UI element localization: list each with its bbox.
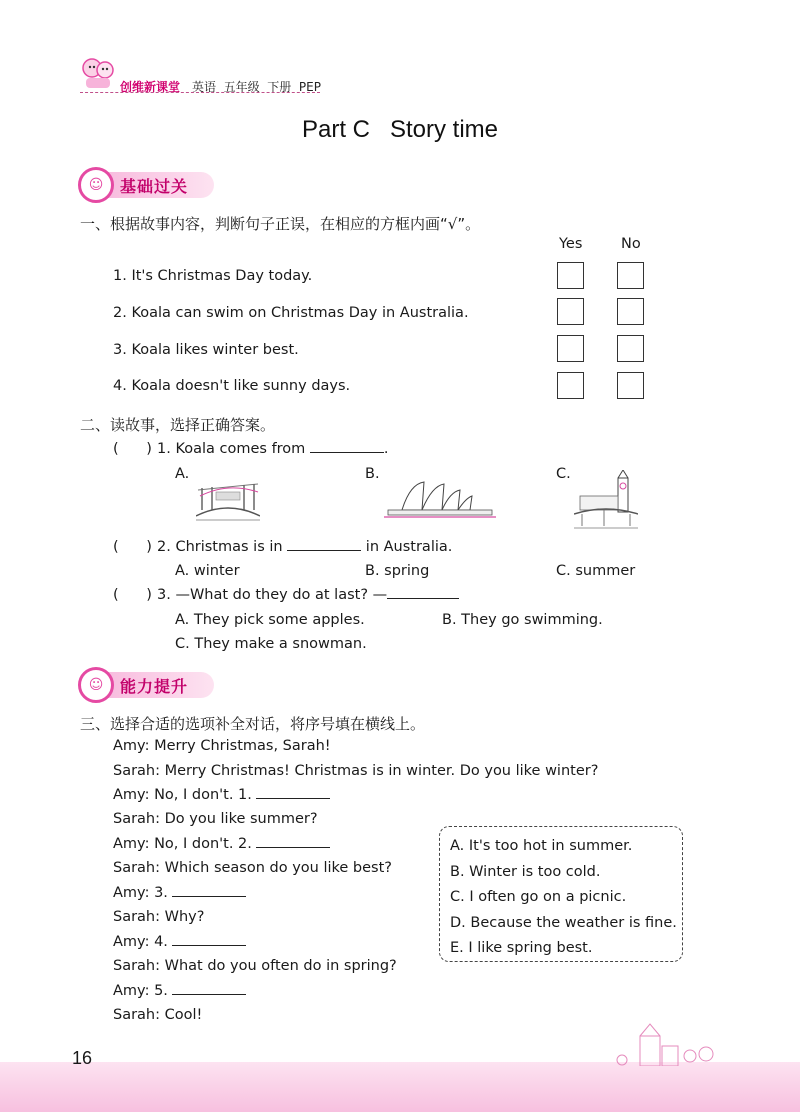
no-checkbox-4[interactable] (617, 372, 644, 399)
dialog-text: Amy: No, I don't. 2. (113, 836, 252, 852)
mascot-icon: ☺ (78, 167, 114, 203)
yes-checkbox-4[interactable] (557, 372, 584, 399)
option-b-spring: B. spring (365, 563, 430, 579)
mc-question-2-stem: 2. Christmas is in (157, 539, 283, 555)
dialog-text: Amy: No, I don't. 1. (113, 787, 252, 803)
option-a-apples: A. They pick some apples. (175, 612, 365, 628)
mc-question-1-end: . (383, 441, 389, 457)
answer-paren-1[interactable]: ( ) (113, 441, 152, 457)
option-item-e: E. I like spring best. (450, 940, 593, 956)
opera-house-picture[interactable] (384, 474, 496, 520)
mc-question-2 (157, 539, 452, 555)
mc-question-1 (157, 441, 389, 457)
answer-blank-2[interactable] (256, 847, 330, 848)
section-banner-label: 能力提升 (120, 676, 189, 696)
dialog-text: Amy: 5. (113, 983, 168, 999)
section-banner-label: 基础过关 (120, 176, 189, 196)
header-logo-icon (78, 52, 118, 92)
answer-blank[interactable] (287, 550, 361, 551)
footer-band (0, 1062, 800, 1112)
dialog-line-11 (113, 983, 246, 999)
question-1-instruction: 一、根据故事内容，判断句子正误，在相应的方框内画“√”。 (80, 215, 481, 233)
answer-paren-3[interactable]: ( ) (113, 587, 152, 603)
dialog-line-3 (113, 787, 330, 803)
option-b-label: B. (365, 466, 380, 482)
dialog-line-7 (113, 885, 246, 901)
header-brand: 创维新课堂 (120, 80, 181, 94)
dialog-text: Amy: 4. (113, 934, 168, 950)
answer-blank[interactable] (387, 598, 459, 599)
option-a-winter: A. winter (175, 563, 240, 579)
no-header: No (621, 236, 641, 252)
dialog-line-5 (113, 836, 330, 852)
option-item-d: D. Because the weather is fine. (450, 915, 677, 931)
question-2-instruction: 二、读故事，选择正确答案。 (80, 416, 276, 434)
no-checkbox-3[interactable] (617, 335, 644, 362)
dialog-line-8: Sarah: Why? (113, 909, 205, 925)
dialog-line-6: Sarah: Which season do you like best? (113, 860, 392, 876)
judge-item-2: 2. Koala can swim on Christmas Day in Australia. (113, 305, 469, 321)
page-title: Part C Story time (301, 116, 499, 143)
no-checkbox-2[interactable] (617, 298, 644, 325)
option-a-label: A. (175, 466, 190, 482)
mc-question-1-stem: 1. Koala comes from (157, 441, 306, 457)
option-c-snowman: C. They make a snowman. (175, 636, 367, 652)
castle-decoration-icon (610, 1022, 720, 1066)
option-c-summer: C. summer (556, 563, 636, 579)
dialog-line-9 (113, 934, 246, 950)
option-b-swimming: B. They go swimming. (442, 612, 603, 628)
page-number: 16 (72, 1048, 93, 1068)
option-item-c: C. I often go on a picnic. (450, 889, 627, 905)
answer-paren-2[interactable]: ( ) (113, 539, 152, 555)
option-item-b: B. Winter is too cold. (450, 864, 601, 880)
option-item-a: A. It's too hot in summer. (450, 838, 633, 854)
dialog-line-4: Sarah: Do you like summer? (113, 811, 318, 827)
yes-checkbox-1[interactable] (557, 262, 584, 289)
dialog-line-10: Sarah: What do you often do in spring? (113, 958, 397, 974)
dialog-line-1: Amy: Merry Christmas, Sarah! (113, 738, 331, 754)
judge-item-1: 1. It's Christmas Day today. (113, 268, 313, 284)
bridge-picture[interactable] (196, 470, 260, 522)
no-checkbox-1[interactable] (617, 262, 644, 289)
section-banner-basic (82, 172, 214, 198)
question-3-instruction: 三、选择合适的选项补全对话，将序号填在横线上。 (80, 715, 426, 733)
options-box (439, 826, 683, 962)
header-divider (80, 92, 320, 93)
header-subtitle: 英语 五年级 下册 PEP (192, 80, 321, 94)
judge-item-4: 4. Koala doesn't like sunny days. (113, 378, 351, 394)
section-banner-advanced (82, 672, 214, 698)
yes-checkbox-2[interactable] (557, 298, 584, 325)
clock-tower-picture[interactable] (574, 470, 638, 530)
mascot-icon: ☺ (78, 667, 114, 703)
answer-blank-3[interactable] (172, 896, 246, 897)
judge-item-3: 3. Koala likes winter best. (113, 342, 299, 358)
mc-question-2-end: in Australia. (365, 539, 453, 555)
yes-header: Yes (559, 236, 583, 252)
answer-blank[interactable] (310, 452, 384, 453)
answer-blank-1[interactable] (256, 798, 330, 799)
dialog-line-2: Sarah: Merry Christmas! Christmas is in winter. Do you like winter? (113, 763, 599, 779)
dialog-line-12: Sarah: Cool! (113, 1007, 203, 1023)
answer-blank-4[interactable] (172, 945, 246, 946)
mc-question-3-stem: 3. —What do they do at last? — (157, 587, 388, 603)
answer-blank-5[interactable] (172, 994, 246, 995)
mc-question-3 (157, 587, 459, 603)
yes-checkbox-3[interactable] (557, 335, 584, 362)
option-c-label: C. (556, 466, 571, 482)
dialog-text: Amy: 3. (113, 885, 168, 901)
